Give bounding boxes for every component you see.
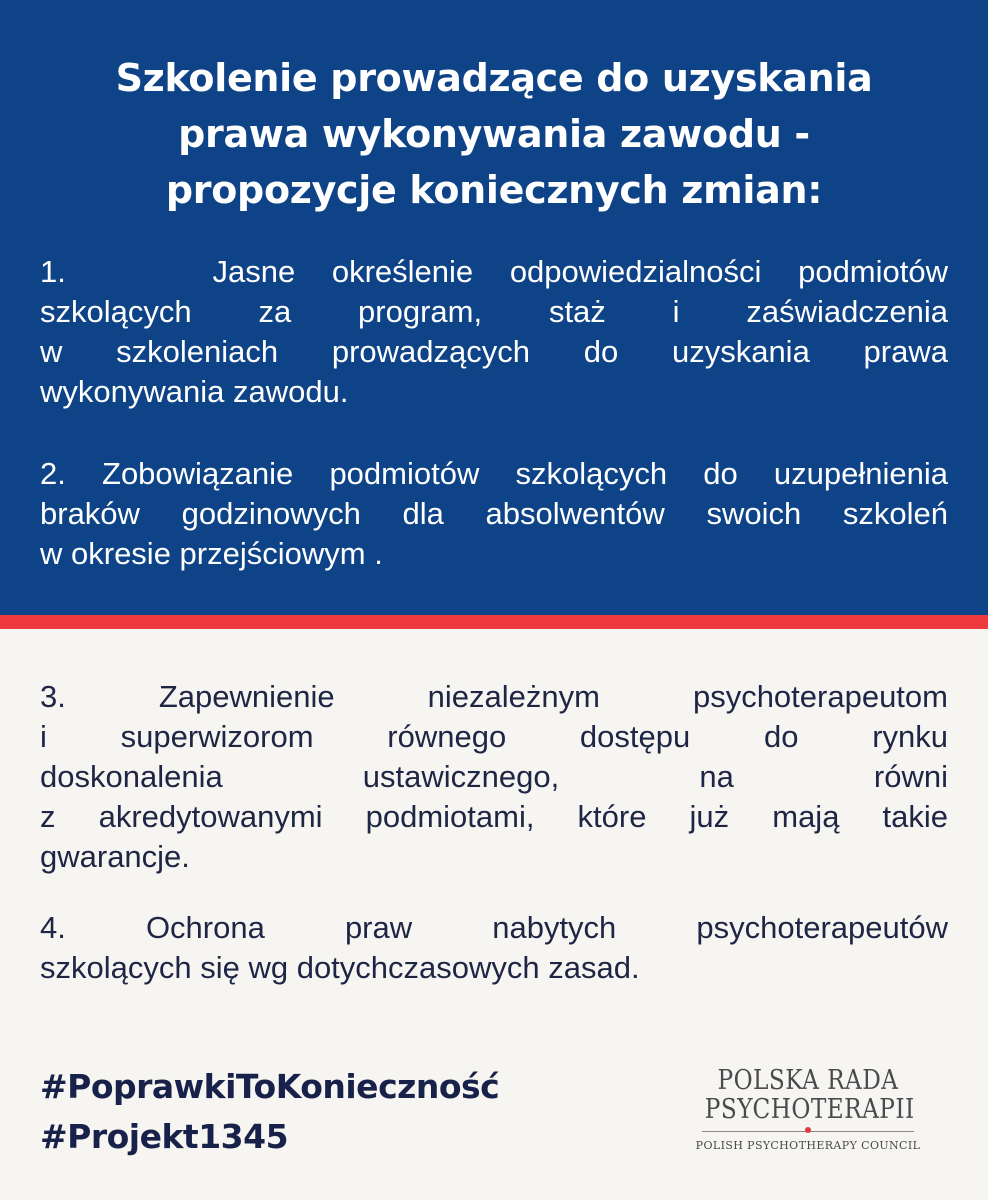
title-line: prawa wykonywania zawodu - xyxy=(178,112,810,156)
point-line: 3. Zapewnienie niezależnym psychoterapeutom xyxy=(40,679,948,714)
title-line: Szkolenie prowadzące do uzyskania xyxy=(115,56,873,100)
title-line: propozycje koniecznych zmian: xyxy=(165,168,823,212)
point-line: w okresie przejściowym . xyxy=(40,536,383,571)
point-4 xyxy=(40,908,948,988)
logo-divider xyxy=(702,1125,914,1137)
point-3 xyxy=(40,677,948,877)
point-line: w szkoleniach prowadzących do uzyskania prawa xyxy=(40,334,948,369)
hashtag-poprawki: #PoprawkiToKonieczność xyxy=(40,1067,500,1106)
point-line: z akredytowanymi podmiotami, które już mają takie xyxy=(40,799,948,834)
point-line: doskonalenia ustawicznego, na równi xyxy=(40,759,948,794)
polska-rada-psychoterapii-logo xyxy=(688,1066,928,1153)
logo-dot-icon xyxy=(805,1127,811,1133)
point-line: gwarancje. xyxy=(40,839,190,874)
point-line: i superwizorom równego dostępu do rynku xyxy=(40,719,948,754)
page-title xyxy=(40,50,948,218)
point-line: szkolących się wg dotychczasowych zasad. xyxy=(40,950,640,985)
logo-subtitle: POLISH PSYCHOTHERAPY COUNCIL xyxy=(695,1139,921,1152)
point-line: 2. Zobowiązanie podmiotów szkolących do uzupełnienia xyxy=(40,456,948,491)
point-1 xyxy=(40,252,948,412)
point-line: braków godzinowych dla absolwentów swoich szkoleń xyxy=(40,496,948,531)
red-stripe-divider xyxy=(0,615,988,629)
point-line: wykonywania zawodu. xyxy=(40,374,349,409)
point-2 xyxy=(40,454,948,574)
logo-line-2: PSYCHOTERAPII xyxy=(704,1094,915,1125)
logo-line-1: POLSKA RADA xyxy=(717,1065,899,1096)
point-line: 4. Ochrona praw nabytych psychoterapeutów xyxy=(40,910,948,945)
point-line: 1. Jasne określenie odpowiedzialności podmiotów xyxy=(40,254,948,289)
hashtag-projekt: #Projekt1345 xyxy=(40,1117,289,1156)
hashtags xyxy=(40,1062,499,1162)
point-line: szkolących za program, staż i zaświadczenia xyxy=(40,294,948,329)
